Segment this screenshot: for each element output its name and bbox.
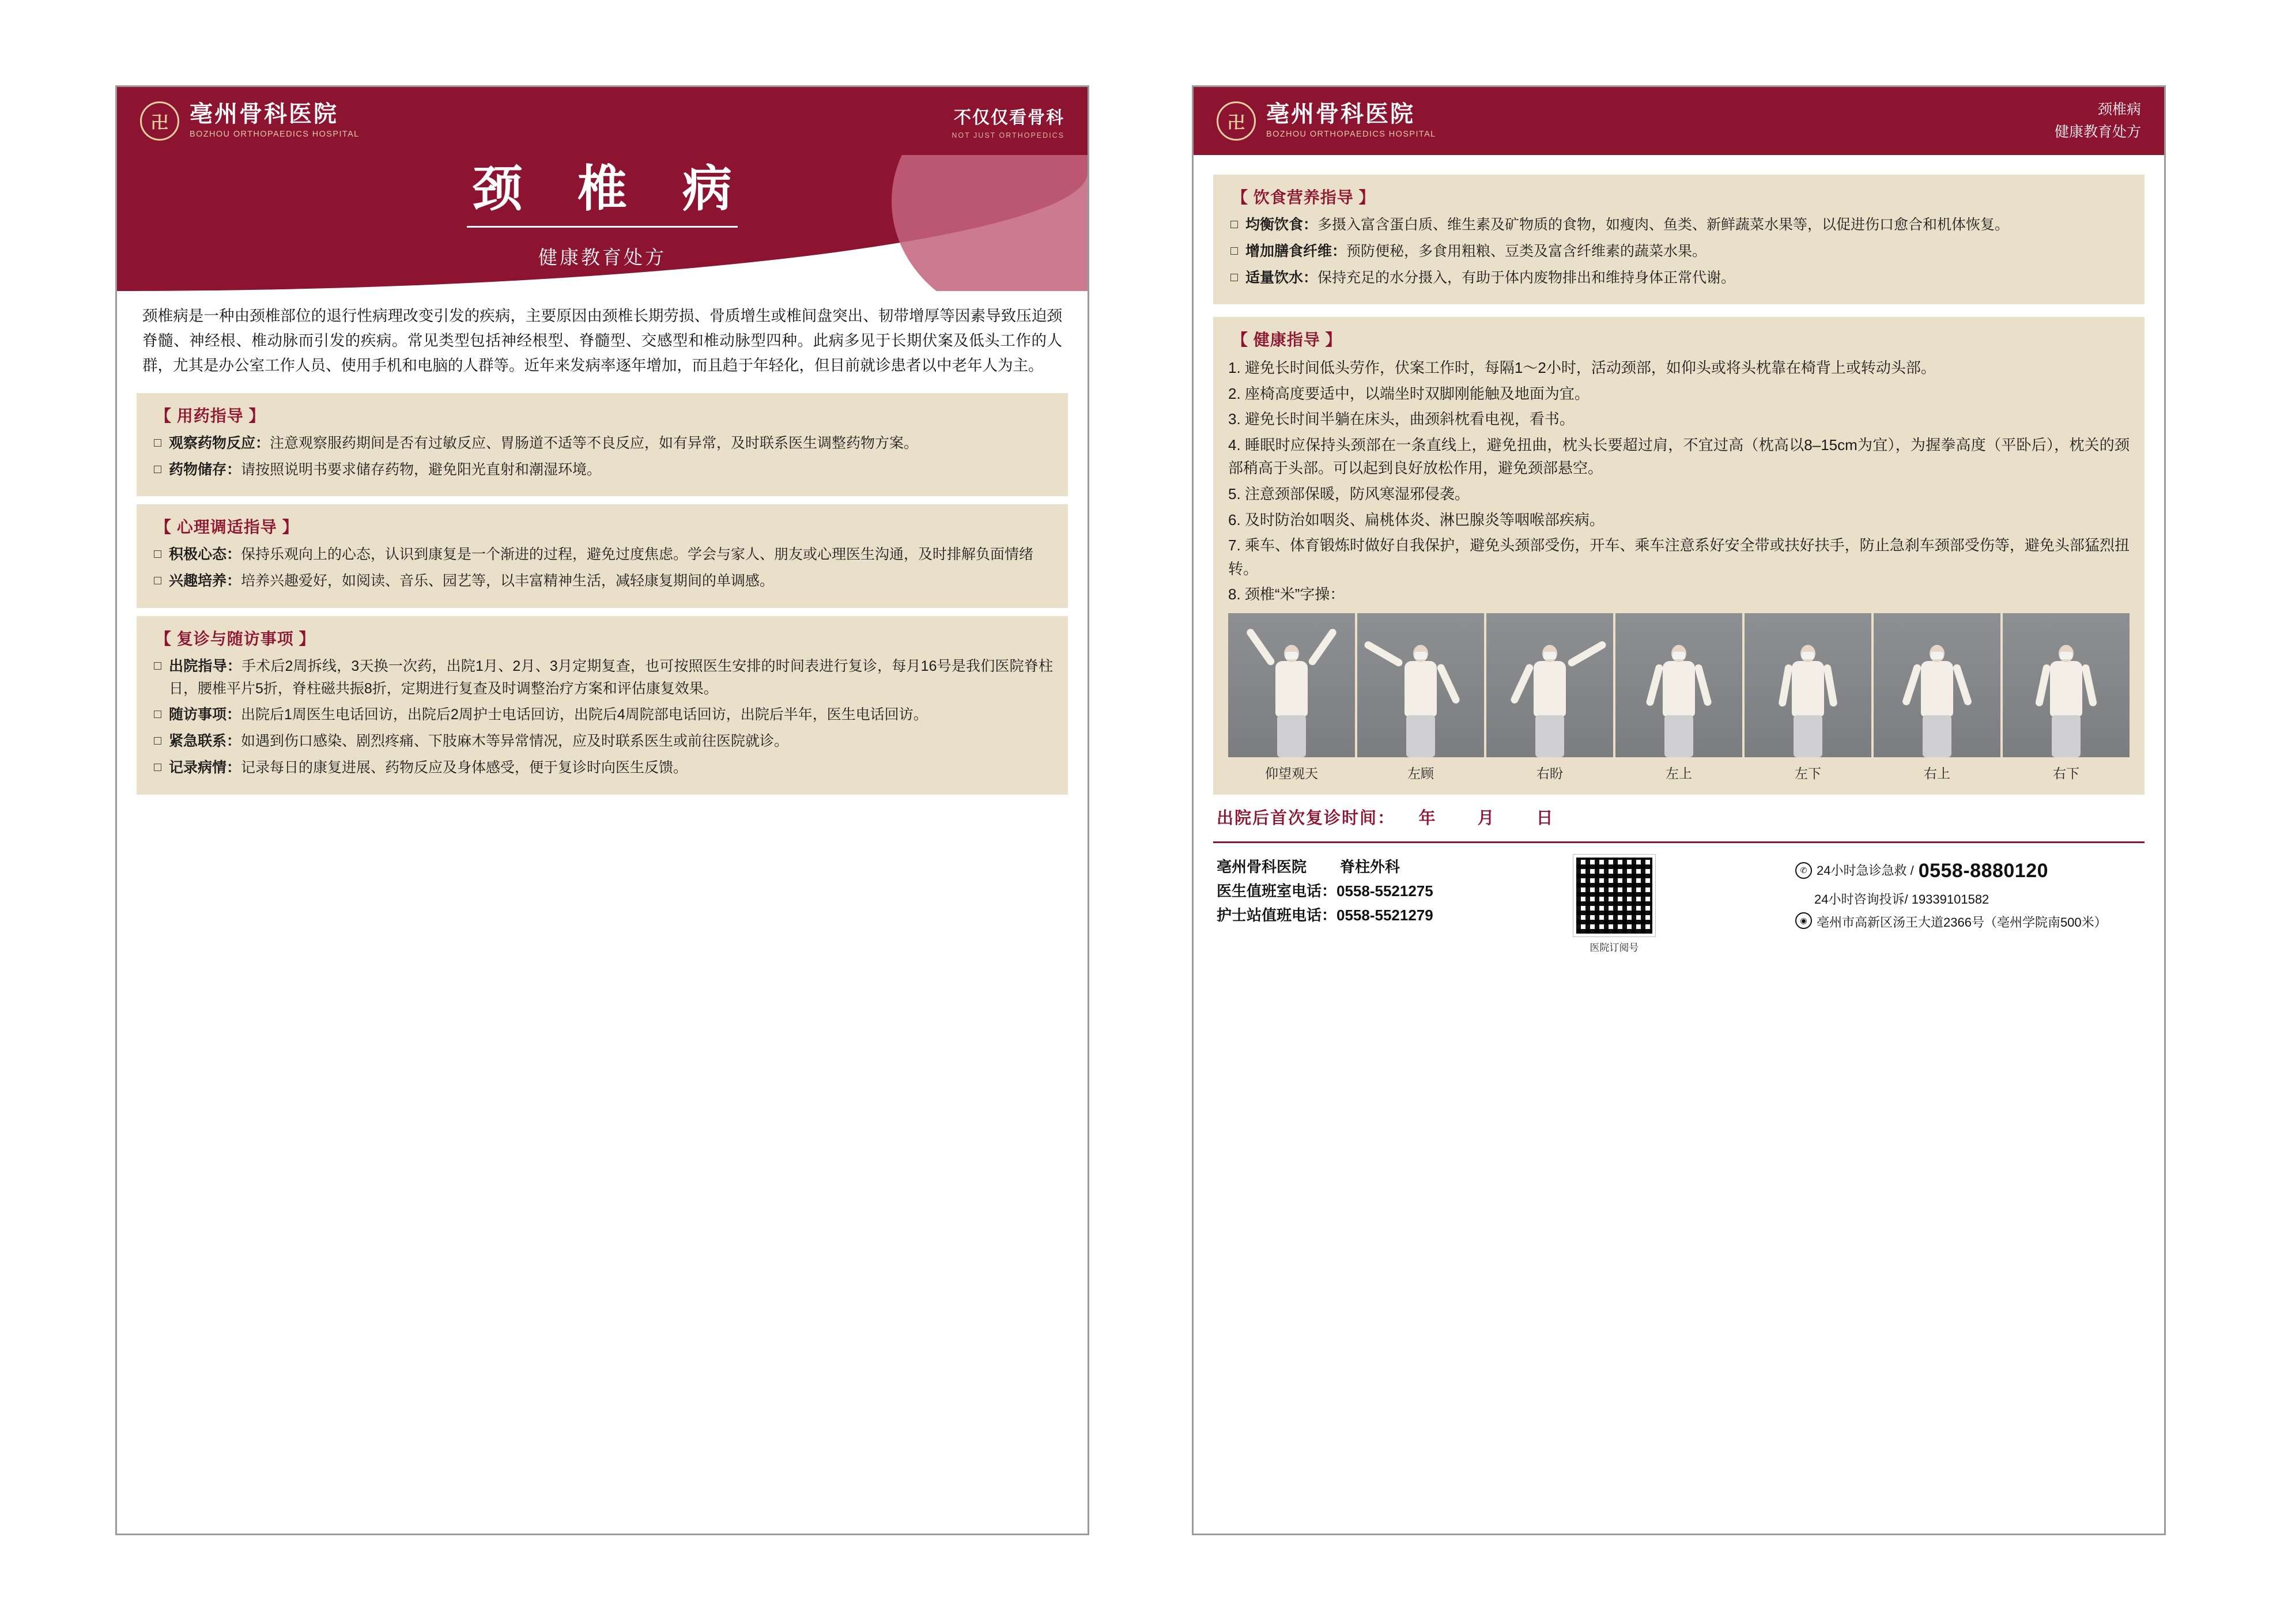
list-item: 7. 乘车、体育锻炼时做好自我保护，避免头颈部受伤，开车、乘车注意系好安全带或扶好扶手，防止急刹车颈部受伤等，避免头部猛烈扭转。: [1228, 537, 2130, 577]
list-item: 积极心态：保持乐观向上的心态，认识到康复是一个渐进的过程，避免过度焦虑。学会与家人、朋友或心理医生沟通，及时排解负面情绪: [152, 543, 1053, 566]
exercise-item: [1615, 613, 1742, 783]
list-item: 8. 颈椎“米”字操：: [1228, 586, 1345, 603]
intro-paragraph: 颈椎病是一种由颈椎部位的退行性病理改变引发的疾病，主要原因由颈椎长期劳损、骨质增生或椎间盘突出、韧带增厚等因素导致压迫颈脊髓、神经根、椎动脉而引发的疾病。常见类型包括神经根型、脊髓型、交感型和椎动脉型四种。此病多见于长期伏案及低头工作的人群，尤其是办公室工作人员、使用手机和电脑的人群等。近年来发病率逐年增加，而且趋于年轻化，但目前就诊患者以中老年人为主。: [142, 307, 1062, 374]
page-title: 颈 椎 病: [473, 161, 753, 217]
brand-slogan: [952, 103, 1064, 139]
revisit-day[interactable]: 日: [1536, 809, 1554, 828]
brand-name-cn: 亳州骨科医院: [1266, 101, 1415, 127]
list-item: 记录病情：记录每日的康复进展、药物反应及身体感受，便于复诊时向医生反馈。: [152, 757, 1053, 779]
section-medication: [137, 393, 1068, 497]
brand-name-en: BOZHOU ORTHOPAEDICS HOSPITAL: [190, 129, 360, 139]
phone-icon: ✆: [1795, 862, 1812, 879]
list-item: 紧急联系：如遇到伤口感染、剧烈疼痛、下肢麻木等异常情况，应及时联系医生或前往医院就诊。: [152, 730, 1053, 753]
consult-text: 24小时咨询投诉/ 19339101582: [1814, 892, 1989, 907]
qr-code-icon[interactable]: [1573, 855, 1655, 936]
list-item: 兴趣培养：培养兴趣爱好，如阅读、音乐、园艺等，以丰富精神生活，减轻康复期间的单调感。: [152, 570, 1053, 592]
exercise-photo: [1486, 613, 1613, 757]
exercise-photo-strip: [1228, 613, 2130, 783]
section-title: 【 健康指导 】: [1232, 331, 1342, 349]
address-line: [1795, 912, 2141, 933]
exercise-caption: 左下: [1795, 765, 1821, 781]
exercise-item: [1486, 613, 1613, 783]
exercise-photo: [1357, 613, 1484, 757]
revisit-date-field[interactable]: [1217, 805, 2141, 829]
exercise-item: [2003, 613, 2130, 783]
section-followup: [137, 616, 1068, 795]
title-divider: [467, 226, 738, 228]
exercise-item: [1357, 613, 1484, 783]
revisit-year[interactable]: 年: [1418, 809, 1437, 828]
right-page-header: [1194, 87, 2164, 155]
brand-block: [140, 101, 360, 141]
exercise-caption: 右上: [1924, 765, 1950, 781]
exercise-item: [1745, 613, 1871, 783]
exercise-caption: 右盼: [1536, 765, 1563, 781]
hero-banner: [117, 155, 1088, 291]
footer: [1194, 843, 2164, 954]
list-item: 观察药物反应：注意观察服药期间是否有过敏反应、胃肠道不适等不良反应，如有异常，及时联系医生调整药物方案。: [152, 432, 1053, 455]
exercise-photo: [1745, 613, 1871, 757]
left-page-header: [117, 87, 1088, 155]
exercise-photo: [1874, 613, 2000, 757]
list-item: 药物储存：请按照说明书要求储存药物，避免阳光直射和潮湿环境。: [152, 459, 1053, 481]
exercise-photo: [1228, 613, 1355, 757]
exercise-photo: [2003, 613, 2130, 757]
hospital-logo-icon: 卍: [1217, 101, 1256, 141]
brand-name-en: BOZHOU ORTHOPAEDICS HOSPITAL: [1266, 129, 1436, 139]
exercise-item: [1228, 613, 1355, 783]
section-title: 【 心理调适指导 】: [155, 518, 299, 537]
section-title: 【 饮食营养指导 】: [1232, 188, 1376, 206]
list-item: 增加膳食纤维：预防便秘，多食用粗粮、豆类及富含纤维素的蔬菜水果。: [1228, 240, 2130, 263]
exercise-caption: 左上: [1666, 765, 1692, 781]
section-title: 【 复诊与随访事项 】: [155, 629, 316, 648]
brand-name-cn: 亳州骨科医院: [190, 101, 338, 127]
revisit-label: 出院后首次复诊时间：: [1217, 809, 1396, 828]
header-topic-line1: 颈椎病: [2097, 101, 2141, 118]
section-title: 【 用药指导 】: [155, 406, 266, 425]
right-page: [1192, 85, 2166, 1535]
list-item: 均衡饮食：多摄入富含蛋白质、维生素及矿物质的食物，如瘦肉、鱼类、新鲜蔬菜水果等，以促进伤口愈合和机体恢复。: [1228, 214, 2130, 236]
footer-department: 脊柱外科: [1340, 858, 1400, 875]
slogan-en: NOT JUST ORTHOPEDICS: [952, 131, 1064, 139]
section-health-guidance: [1213, 317, 2145, 794]
exercise-caption: 左顾: [1407, 765, 1434, 781]
exercise-item: [1874, 613, 2000, 783]
list-item: 5. 注意颈部保暖，防风寒湿邪侵袭。: [1228, 485, 1470, 503]
brand-block: [1217, 101, 1436, 141]
qr-caption: 医院订阅号: [1590, 942, 1639, 953]
exercise-caption: 仰望观天: [1265, 765, 1318, 781]
emergency-label: 24小时急诊急救 /: [1817, 863, 1914, 878]
list-item: 6. 及时防治如咽炎、扁桃体炎、淋巴腺炎等咽喉部疾病。: [1228, 511, 1604, 528]
list-item: 1. 避免长时间低头劳作，伏案工作时，每隔1～2小时，活动颈部，如仰头或将头枕靠在椅背上或转动头部。: [1228, 359, 1936, 377]
footer-nurse-phone: 护士站值班电话：0558-5521279: [1217, 906, 1433, 924]
footer-doctor-phone: 医生值班室电话：0558-5521275: [1217, 882, 1433, 900]
header-topic: [2055, 99, 2141, 143]
list-item: 随访事项：出院后1周医生电话回访，出院后2周护士电话回访，出院后4周院部电话回访，出院后半年，医生电话回访。: [152, 704, 1053, 726]
exercise-caption: 右下: [2053, 765, 2079, 781]
list-item: 3. 避免长时间半躺在床头，曲颈斜枕看电视，看书。: [1228, 410, 1575, 428]
list-item: 出院指导：手术后2周拆线，3天换一次药，出院1月、2月、3月定期复查，也可按照医生安排的时间表进行复诊，每月16号是我们医院脊柱日，腰椎平片5折，脊柱磁共振8折，定期进行复查及时调整治疗方案和评估康复效果。: [152, 655, 1053, 700]
address-text: 亳州市高新区汤王大道2366号（亳州学院南500米）: [1817, 915, 2107, 930]
left-page: [115, 85, 1089, 1535]
slogan-cn: 不仅仅看骨科: [954, 108, 1064, 127]
revisit-month[interactable]: 月: [1477, 809, 1496, 828]
list-item: 4. 睡眠时应保持头颈部在一条直线上，避免扭曲，枕头长要超过肩，不宜过高（枕高以8–15cm为宜），为握拳高度（平卧后），枕关的颈部稍高于头部。可以起到良好放松作用，避免颈部悬空。: [1228, 436, 2130, 477]
hospital-logo-icon: 卍: [140, 101, 179, 141]
emergency-line: [1795, 855, 2141, 887]
list-item: 适量饮水：保持充足的水分摄入，有助于体内废物排出和维持身体正常代谢。: [1228, 267, 2130, 289]
section-psychological: [137, 504, 1068, 608]
emergency-phone: 0558-8880120: [1918, 859, 2049, 882]
section-nutrition: [1213, 175, 2145, 304]
page-subtitle: 健康教育处方: [538, 246, 666, 268]
list-item: 2. 座椅高度要适中，以端坐时双脚刚能触及地面为宜。: [1228, 384, 1590, 402]
consult-line: [1795, 889, 2141, 910]
header-topic-line2: 健康教育处方: [2054, 124, 2141, 140]
footer-hospital-name: 亳州骨科医院: [1217, 858, 1307, 875]
exercise-photo: [1615, 613, 1742, 757]
qr-code-block[interactable]: [1573, 855, 1655, 954]
location-pin-icon: ◉: [1795, 912, 1812, 929]
